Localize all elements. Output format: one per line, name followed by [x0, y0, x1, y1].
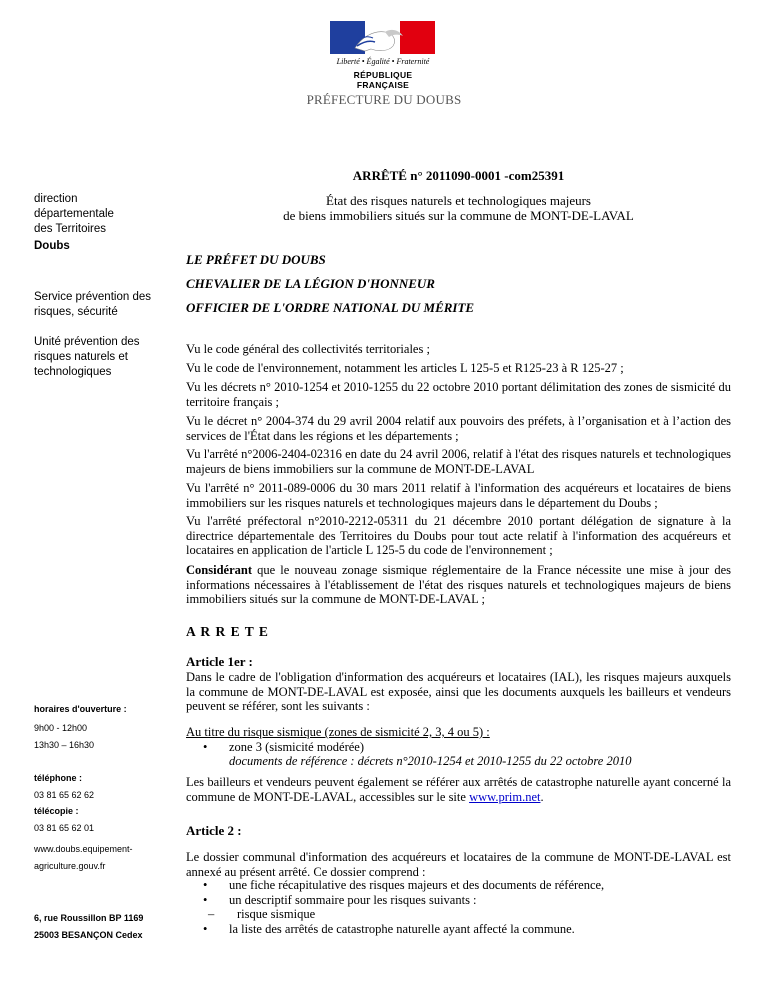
prefect-title-line: LE PRÉFET DU DOUBS: [186, 252, 326, 267]
marianne-logo: [327, 18, 439, 90]
prefect-titles: [186, 248, 731, 320]
bailleurs-text: Les bailleurs et vendeurs peuvent également se référer aux arrêtés de catastrophe naturelle ayant concerné la commune de MONT-DE-LAVAL, accessibles sur le site: [186, 775, 731, 804]
article-2-title: Article 2 :: [186, 823, 242, 838]
bullet-icon: •: [203, 878, 208, 892]
unit-line: technologiques: [34, 366, 112, 378]
department-name: Doubs: [34, 240, 70, 252]
service-line: Service prévention des: [34, 291, 151, 303]
direction-line: départementale: [34, 208, 114, 220]
logo-republic: RÉPUBLIQUE FRANÇAISE: [353, 70, 413, 90]
bailleurs-period: .: [540, 789, 544, 804]
prefecture-title: PRÉFECTURE DU DOUBS: [306, 92, 462, 107]
list-item: [186, 893, 731, 908]
decree-subject: [186, 193, 731, 223]
sub-list-item-text: risque sismique: [237, 907, 316, 921]
list-item-text: un descriptif sommaire pour les risques suivants :: [229, 892, 477, 907]
prefect-title-line: CHEVALIER DE LA LÉGION D'HONNEUR: [186, 276, 435, 291]
list-item: [186, 922, 731, 937]
decree-number: ARRÊTÉ n° 2011090-0001 -com25391: [352, 168, 565, 183]
phone-label: téléphone :: [34, 773, 83, 783]
list-item: [186, 878, 731, 893]
article-1-bailleurs: [186, 775, 731, 804]
considerant-paragraph: [186, 563, 731, 607]
subject-line: de biens immobiliers situés sur la commune de MONT-DE-LAVAL: [283, 208, 634, 223]
visa-1: Vu le code général des collectivités territoriales ;: [186, 342, 430, 356]
sub-list-item: [186, 907, 731, 922]
seismic-documents: documents de référence : décrets n°2010-1254 et 2010-1255 du 22 octobre 2010: [229, 754, 632, 768]
visa-3: Vu les décrets n° 2010-1254 et 2010-1255 du 22 octobre 2010 portant délimitation des zones de sismicité du territoire français ;: [186, 380, 731, 409]
hours-value: 13h30 – 16h30: [34, 740, 95, 750]
article-1-text: Dans le cadre de l'obligation d'information des acquéreurs et locataires (IAL), les risques majeurs auxquels la commune de MONT-DE-LAVAL est exposée, ainsi que les documents auxquels les bailleurs et vendeurs peuvent se référer, sont les suivants :: [186, 670, 731, 713]
dash-icon: –: [208, 907, 215, 921]
address-line: 6, rue Roussillon BP 1169: [34, 913, 144, 923]
article-2-text: Le dossier communal d'information des acquéreurs et locataires de la commune de MONT-DE-LAVAL est annexé au présent arrêté. Ce dossier comprend :: [186, 850, 731, 879]
seismic-zone: zone 3 (sismicité modérée): [229, 739, 365, 754]
address-line: 25003 BESANÇON Cedex: [34, 930, 143, 940]
prefect-title-line: OFFICIER DE L'ORDRE NATIONAL DU MÉRITE: [186, 300, 475, 315]
visa-4: Vu le décret n° 2004-374 du 29 avril 2004 relatif aux pouvoirs des préfets, à l’organisation et à l’action des services de l'État dans les régions et les départements ;: [186, 414, 731, 443]
visa-2: Vu le code de l'environnement, notamment les articles L 125-5 et R125-23 à R 125-27 ;: [186, 361, 624, 375]
considerant-keyword: Considérant: [186, 563, 252, 577]
sidebar-unit: [34, 335, 139, 380]
bullet-icon: •: [203, 921, 208, 936]
direction-line: des Territoires: [34, 223, 107, 235]
sidebar-direction: [34, 192, 114, 254]
visa-5: Vu l'arrêté n°2006-2404-02316 en date du 24 avril 2006, relatif à l'état des risques naturels et technologiques majeurs de biens immobiliers sur la commune de MONT-DE-LAVAL: [186, 447, 731, 476]
unit-line: risques naturels et: [34, 351, 128, 363]
bullet-icon: •: [203, 892, 208, 907]
sidebar-service: [34, 290, 151, 320]
website-line: www.doubs.equipement-: [34, 844, 133, 854]
list-item-text: une fiche récapitulative des risques majeurs et des documents de référence,: [229, 878, 605, 892]
prim-net-link[interactable]: www.prim.net: [469, 789, 541, 804]
fax-label: télécopie :: [34, 806, 79, 816]
seismic-heading: Au titre du risque sismique (zones de sismicité 2, 3, 4 ou 5) :: [186, 725, 490, 739]
bullet-icon: •: [203, 739, 208, 754]
service-line: risques, sécurité: [34, 306, 118, 318]
phone-number: 03 81 65 62 62: [34, 790, 95, 800]
website-line: agriculture.gouv.fr: [34, 861, 106, 871]
logo-motto: Liberté • Égalité • Fraternité: [336, 57, 430, 66]
hours-label: horaires d'ouverture :: [34, 704, 127, 714]
subject-line: État des risques naturels et technologiques majeurs: [326, 193, 591, 208]
unit-line: Unité prévention des: [34, 336, 140, 348]
visa-6: Vu l'arrêté n° 2011-089-0006 du 30 mars 2011 relatif à l'information des acquéreurs et locataires de biens immobiliers sur les risques naturels et technologiques majeurs dans le département du Doubs ;: [186, 481, 731, 510]
direction-line: direction: [34, 193, 78, 205]
sidebar-website: [34, 843, 133, 873]
arrete-heading: A R R E T E: [186, 624, 269, 639]
list-item-text: la liste des arrêtés de catastrophe naturelle ayant affecté la commune.: [229, 921, 575, 936]
sidebar-contact: [34, 772, 94, 835]
fax-number: 03 81 65 62 01: [34, 823, 95, 833]
hours-value: 9h00 - 12h00: [34, 723, 88, 733]
sidebar-address: [34, 912, 143, 942]
considerant-text: que le nouveau zonage sismique réglementaire de la France nécessite une mise à jour des informations nécessaires à l'établissement de l'état des risques naturels et technologiques majeurs de biens immobiliers situés sur la commune de MONT-DE-LAVAL ;: [186, 563, 731, 606]
article-1-seismic: [186, 725, 731, 769]
sidebar-hours: [34, 703, 127, 752]
article-1-title: Article 1er :: [186, 654, 253, 669]
article-2-list: [186, 878, 731, 936]
visa-7: Vu l'arrêté préfectoral n°2010-2212-05311 du 21 décembre 2010 portant délégation de signature à la directrice départementale des Territoires du Doubs pour tout acte relatif à l'information des acquéreurs et locataires en application de l'article L 125-5 du code de l'environnement ;: [186, 514, 731, 557]
